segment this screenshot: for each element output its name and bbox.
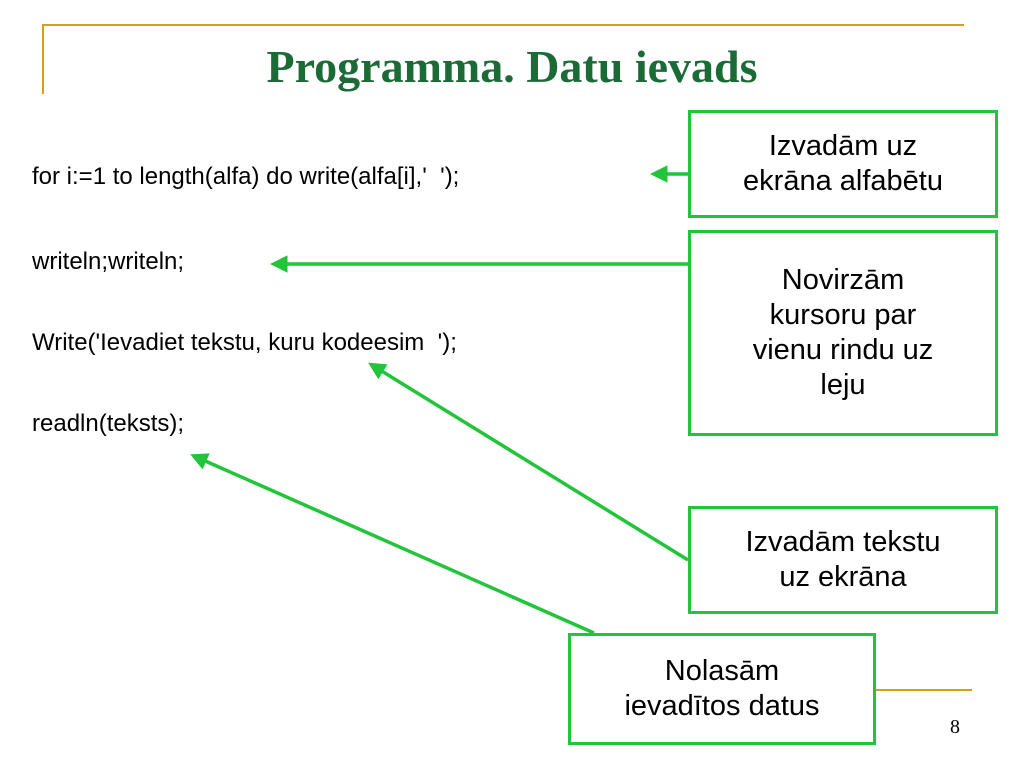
callout-line: ievadītos datus [624, 690, 820, 722]
callout-line: Nolasām [664, 655, 780, 687]
callout-line: Novirzām [781, 264, 905, 296]
callout-line: leju [820, 369, 866, 401]
arrow-to-readln [203, 460, 594, 633]
slide-title: Programma. Datu ievads [266, 41, 758, 92]
callout-print-text [688, 506, 998, 614]
callout-line: kursoru par [769, 299, 917, 331]
callout-line: ekrāna alfabētu [743, 165, 943, 197]
callout-line: uz ekrāna [779, 561, 907, 593]
code-line-write-prompt: Write('Ievadiet tekstu, kuru kodeesim '); [32, 329, 457, 356]
callout-print-alphabet [688, 110, 998, 218]
page-number: 8 [950, 716, 960, 738]
callout-line: vienu rindu uz [752, 334, 934, 366]
callout-move-cursor [688, 230, 998, 436]
callout-line: Izvadām uz [768, 130, 918, 162]
callout-read-input [568, 633, 876, 745]
code-line-for-loop: for i:=1 to length(alfa) do write(alfa[i],' '); [32, 163, 460, 190]
arrow-to-write-prompt [380, 370, 688, 560]
code-line-readln: readln(teksts); [32, 410, 185, 437]
code-line-writeln: writeln;writeln; [32, 248, 185, 275]
callout-line: Izvadām tekstu [745, 526, 941, 558]
